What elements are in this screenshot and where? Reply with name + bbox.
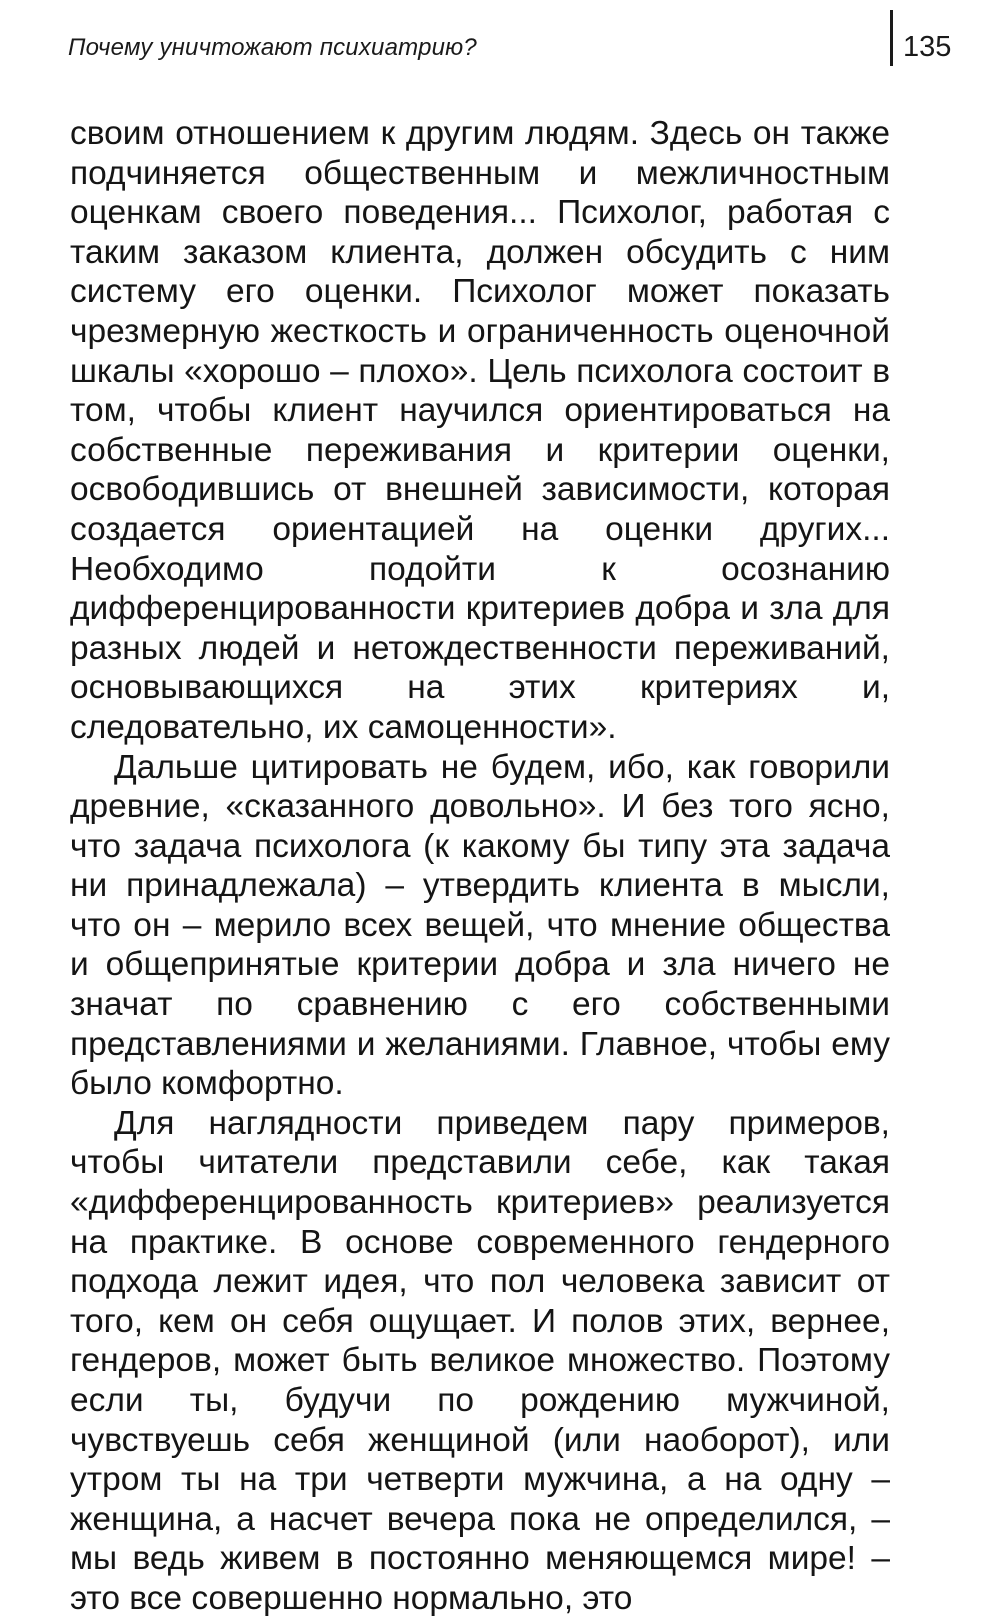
paragraph: Для наглядности приведем пару примеров, чтобы читатели представили себе, как такая «дифференцированность критериев» реализуется на практике. В основе современного гендерного подхода лежит идея, что пол человека зависит от того, кем он себя ощущает. И полов этих, вернее, гендеров, может быть великое множество. Поэтому если ты, будучи по рождению мужчиной, чувствуешь себя женщиной (или наоборот), или утром ты на три четверти мужчина, а на одну – женщина, а насчет вечера пока не определился, – мы ведь живем в постоянно меняющемся мире! – это все совершенно нормально, это xyxy=(70,1104,890,1617)
page-number: 135 xyxy=(903,31,952,63)
header-vertical-rule xyxy=(890,10,893,66)
body-text xyxy=(70,114,890,1619)
paragraph-continuation: своим отношением к другим людям. Здесь он также подчиняется общественным и межличностным оценкам своего поведения... Психолог, работая с таким заказом клиента, должен обсудить с ним систему его оценки. Психолог может показать чрезмерную жесткость и ограниченность оценочной шкалы «хорошо – плохо». Цель психолога состоит в том, чтобы клиент научился ориентироваться на собственные переживания и критерии оценки, освободившись от внешней зависимости, которая создается ориентацией на оценки других... Необходимо подойти к осознанию дифференцированности критериев добра и зла для разных людей и нетождественности переживаний, основывающихся на этих критериях и, следовательно, их самоценности». xyxy=(70,115,890,746)
paragraph: Дальше цитировать не будем, ибо, как говорили древние, «сказанного довольно». И без того ясно, что задача психолога (к какому бы типу эта задача ни принадлежала) – утвердить клиента в мысли, что он – мерило всех вещей, что мнение общества и общепринятые критерии добра и зла ничего не значат по сравнению с его собственными представлениями и желаниями. Главное, чтобы ему было комфортно. xyxy=(70,748,890,1103)
running-head-title: Почему уничтожают психиатрию? xyxy=(68,34,477,61)
